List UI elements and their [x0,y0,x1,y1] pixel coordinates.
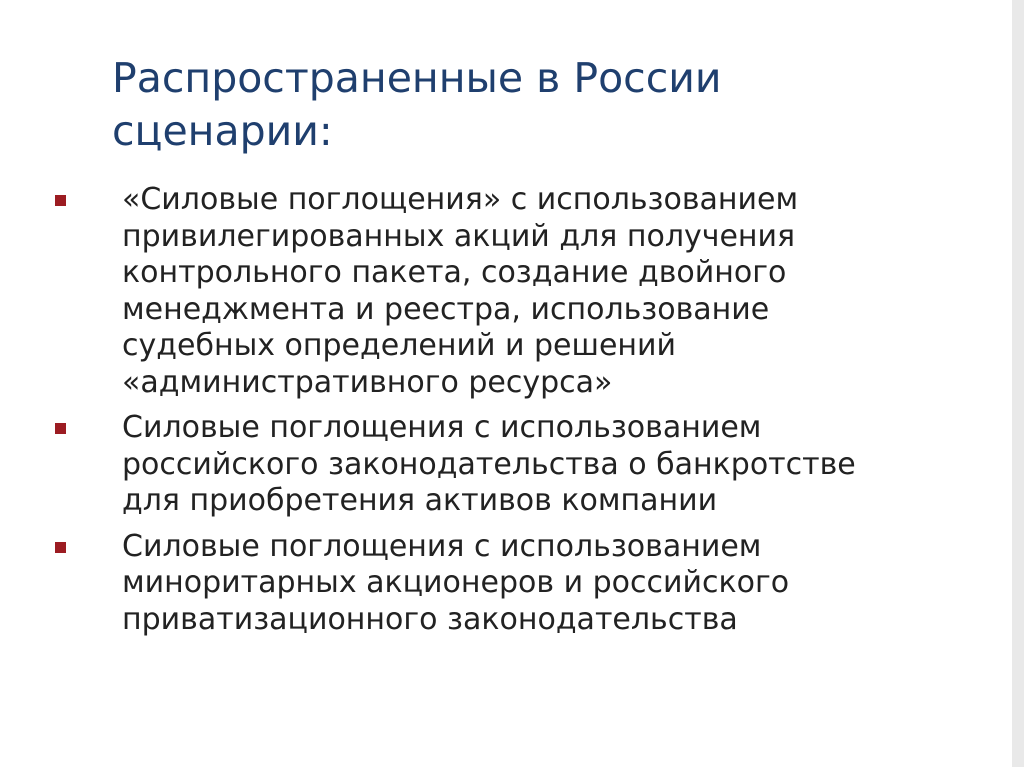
bullet-line: привилегированных акций для получения [122,218,796,254]
bullet-line: менеджмента и реестра, использование [122,291,770,327]
bullet-line: Силовые поглощения с использованием [122,528,762,564]
bullet-text [122,529,950,639]
square-bullet-icon [55,542,66,553]
square-bullet-icon [55,195,66,206]
slide-edge-shadow [1012,0,1024,767]
bullet-line: для приобретения активов компании [122,483,718,518]
bullet-line: российского законодательства о банкротстве [122,446,856,482]
bullet-text [122,410,950,520]
bullet-list [50,182,950,647]
square-bullet-icon [55,423,66,434]
bullet-line: контрольного пакета, создание двойного [122,255,787,290]
bullet-line: приватизационного законодательства [122,601,738,637]
bullet-item-1 [50,182,950,401]
slide-title-line: Распространенные в России [112,54,722,102]
bullet-line: судебных определений и решений [122,328,677,363]
slide-title-line: сценарии: [112,107,333,155]
bullet-line: «административного ресурса» [122,364,613,400]
bullet-item-2 [50,410,950,520]
bullet-item-3 [50,529,950,639]
bullet-line: миноритарных акционеров и российского [122,565,790,600]
bullet-line: Силовые поглощения с использованием [122,410,762,445]
bullet-line: «Силовые поглощения» с использованием [122,182,799,217]
bullet-text [122,182,950,401]
slide-title [112,52,932,158]
